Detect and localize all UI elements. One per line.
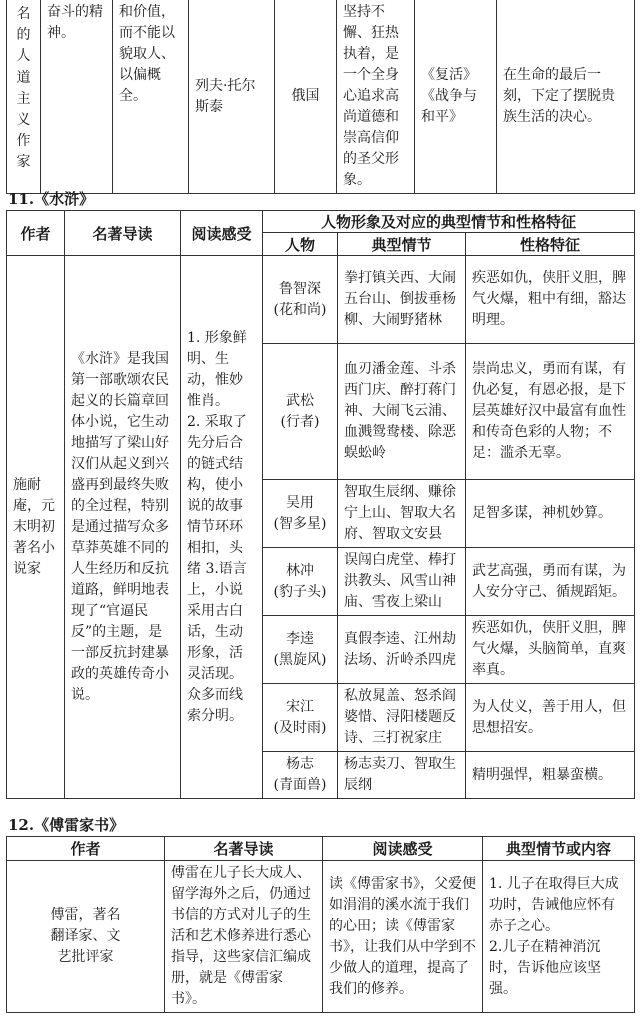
plot-text: 误闯白虎堂、棒打洪教头、风雪山神庙、雪夜上梁山 <box>344 552 456 610</box>
shuihu-feeling-text: 1. 形象鲜明、生动，惟妙惟肖。 2. 采取了先分后合的链式结构，使小说的故事情节环环相扣，头绪 3.语言上，小说采用古白话，生动形象，活灵活现。众多而线索分明。 <box>187 329 247 724</box>
fulei-author-text: 傅雷，著名 翻译家、文 艺批评家 <box>50 907 121 965</box>
prev-country-text: 俄国 <box>291 88 320 104</box>
person-name: 宋江 (及时雨) <box>273 698 327 736</box>
plot-text: 真假李逵、江州劫法场、沂岭杀四虎 <box>344 630 456 668</box>
header-feeling: 阅读感受 <box>181 211 263 256</box>
prev-works-cell <box>415 0 497 194</box>
header-person: 人物 <box>263 233 338 256</box>
trait-cell <box>466 548 635 616</box>
plot-cell <box>338 684 466 752</box>
person-name: 林冲 (豹子头) <box>273 562 327 600</box>
trait-cell <box>466 752 635 799</box>
plot-text: 拳打镇关西、大闹五台山、倒拔垂杨柳、大闹野猪林 <box>344 270 456 328</box>
prev-table <box>6 0 635 194</box>
header-guide: 名著导读 <box>65 211 181 256</box>
person-cell <box>263 684 338 752</box>
person-name: 李逵 (黑旋风) <box>273 630 327 668</box>
plot-cell <box>338 548 466 616</box>
fulei-header-guide: 名著导读 <box>165 837 323 861</box>
prev-col3-text: 和价值，而不能以貌取人、以偏概全。 <box>119 4 175 104</box>
plot-cell <box>338 616 466 684</box>
prev-author-cell <box>189 0 275 194</box>
section-11-title: 11.《水浒》 <box>8 190 95 208</box>
plot-cell <box>338 256 466 344</box>
plot-text: 智取生辰纲、赚徐宁上山、智取大名府、智取文安县 <box>344 484 456 542</box>
header-trait: 性格特征 <box>466 233 635 256</box>
shuihu-author-cell <box>7 256 65 799</box>
trait-cell <box>466 480 635 548</box>
plot-text: 血刃潘金莲、斗杀西门庆、醉打蒋门神、大闹飞云浦、血溅鸳鸯楼、除恶蜈蚣岭 <box>344 361 456 461</box>
trait-text: 精明强悍，粗暴蛮横。 <box>472 766 612 783</box>
person-name: 鲁智深 (花和尚) <box>273 280 327 318</box>
person-cell <box>263 256 338 344</box>
person-name: 武松 (行者) <box>280 392 320 430</box>
fulei-table <box>6 836 635 1013</box>
prev-character-cell <box>337 0 415 194</box>
trait-text: 崇尚忠义，勇而有谋，有仇必复，有恩必报，是下层英雄好汉中最富有血性和传奇色彩的人物；不足：滥杀无辜。 <box>472 361 626 461</box>
person-name: 杨志 (青面兽) <box>273 756 327 793</box>
shuihu-table <box>6 210 635 799</box>
prev-author-text: 列夫·托尔斯泰 <box>195 77 256 115</box>
prev-col2-cell <box>41 0 113 194</box>
plot-cell <box>338 344 466 480</box>
plot-text: 杨志卖刀、智取生辰纲 <box>344 756 456 793</box>
prev-country-cell <box>275 0 337 194</box>
fulei-header-feeling: 阅读感受 <box>323 837 483 861</box>
shuihu-guide-text: 《水浒》是我国第一部歌颂农民起义的长篇章回体小说，它生动地描写了梁山好汉们从起义到兴盛再到最终失败的全过程，特别是通过描写众多草莽英雄不同的人生经历和反抗道路，鲜明地表现了“官逼民反”的主题，是一部反抗封建暴政的英雄传奇小说。 <box>71 350 169 703</box>
fulei-guide-cell <box>165 861 323 1013</box>
plot-text: 私放晁盖、怒杀阎婆惜、浔阳楼题反诗、三打祝家庄 <box>344 688 456 746</box>
person-cell <box>263 616 338 684</box>
trait-text: 为人仗义，善于用人，但思想招安。 <box>472 698 626 736</box>
fulei-content-text: 1. 儿子在取得巨大成功时，告诫他应怀有赤子之心。 2.儿子在精神消沉时，告诉他应该坚强。 <box>489 875 619 997</box>
trait-cell <box>466 616 635 684</box>
prev-col2-text: 奋斗的精神。 <box>47 4 103 41</box>
shuihu-guide-cell <box>65 256 181 799</box>
trait-text: 足智多谋，神机妙算。 <box>472 505 612 521</box>
prev-works-text: 《复活》 《战争与和平》 <box>421 67 477 125</box>
header-group: 人物形象及对应的典型情节和性格特征 <box>263 211 635 233</box>
person-cell <box>263 548 338 616</box>
prev-col1-text: 名的人道主义作家 <box>16 6 31 171</box>
shuihu-author-text: 施耐庵，元末明初著名小说家 <box>13 476 55 577</box>
section-12-title: 12.《傅雷家书》 <box>8 816 125 834</box>
fulei-feeling-text: 读《傅雷家书》，父爱便如涓涓的溪水流于我们的心田；读《傅雷家书》，让我们从中学到不少做人的道理，提高了我们的修养。 <box>329 875 476 997</box>
header-author: 作者 <box>7 211 65 256</box>
person-name: 吴用 (智多星) <box>273 494 327 532</box>
fulei-guide-text: 傅雷在儿子长大成人、留学海外之后，仍通过书信的方式对儿子的生活和艺术修养进行悉心指导，这些家信汇编成册，就是《傅雷家书》。 <box>171 865 311 1007</box>
person-cell <box>263 480 338 548</box>
fulei-content-cell <box>483 861 635 1013</box>
fulei-header-author: 作者 <box>7 837 165 861</box>
plot-cell <box>338 480 466 548</box>
prev-event-cell <box>497 0 635 194</box>
person-cell <box>263 344 338 480</box>
trait-text: 疾恶如仇，侠肝义胆，脾气火爆，头脑简单，直爽率真。 <box>472 620 626 678</box>
trait-cell <box>466 256 635 344</box>
trait-cell <box>466 344 635 480</box>
fulei-feeling-cell <box>323 861 483 1013</box>
fulei-author-cell <box>7 861 165 1013</box>
prev-col1-cell <box>7 0 41 194</box>
fulei-header-content: 典型情节或内容 <box>483 837 635 861</box>
person-cell <box>263 752 338 799</box>
header-plot: 典型情节 <box>338 233 466 256</box>
prev-event-text: 在生命的最后一刻，下定了摆脱贵族生活的决心。 <box>503 67 615 125</box>
trait-text: 疾恶如仇，侠肝义胆，脾气火爆，粗中有细，豁达明理。 <box>472 270 626 328</box>
trait-text: 武艺高强，勇而有谋，为人安分守己、循规蹈矩。 <box>472 562 626 600</box>
prev-character-text: 坚持不懈、狂热执着，是一个全身心追求高尚道德和崇高信仰的圣父形象。 <box>343 4 399 188</box>
shuihu-feeling-cell <box>181 256 263 799</box>
plot-cell <box>338 752 466 799</box>
trait-cell <box>466 684 635 752</box>
prev-col3-cell <box>113 0 189 194</box>
